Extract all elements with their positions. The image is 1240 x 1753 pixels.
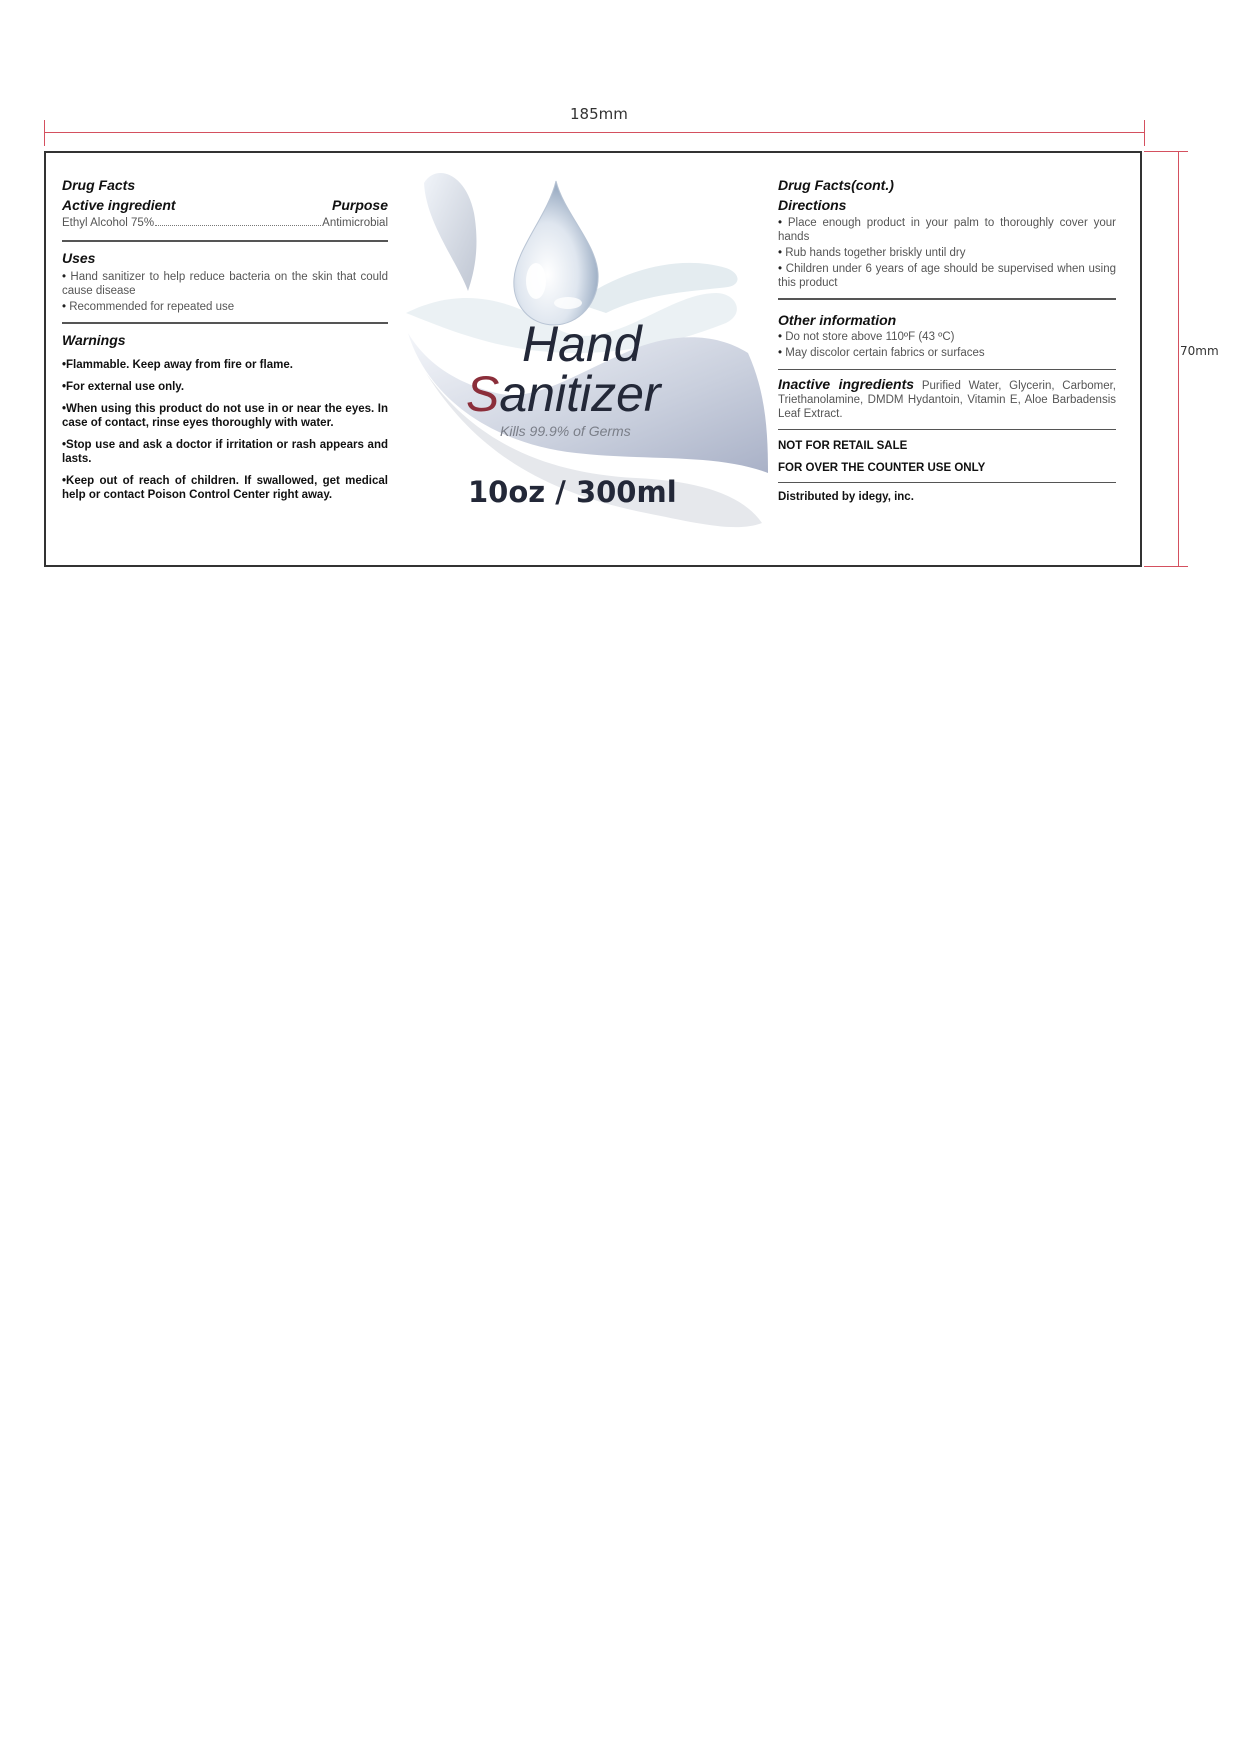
product-title-line2	[466, 365, 661, 423]
other-info-heading: Other information	[778, 312, 897, 328]
ingredient-purpose: Antimicrobial	[322, 217, 388, 229]
volume-label: 10oz / 300ml	[468, 475, 677, 509]
title-rest: anitizer	[499, 366, 661, 422]
otc-use: FOR OVER THE COUNTER USE ONLY	[778, 462, 986, 474]
warning-item: • Flammable. Keep away from fire or flame.	[62, 358, 388, 372]
inactive-heading: Inactive ingredients	[778, 376, 915, 392]
warning-item: • For external use only.	[62, 380, 388, 394]
brand-artwork	[396, 153, 776, 565]
not-for-retail: NOT FOR RETAIL SALE	[778, 440, 908, 452]
warning-item: • Keep out of reach of children. If swallowed, get medical help or contact Poison Control Center right away.	[62, 474, 388, 502]
drug-facts-heading: Drug Facts	[62, 177, 136, 193]
directions-heading: Directions	[778, 197, 847, 213]
tagline: Kills 99.9% of Germs	[500, 423, 631, 439]
drug-facts-continued-panel	[778, 177, 1116, 503]
warnings-heading: Warnings	[62, 332, 126, 348]
uses-heading: Uses	[62, 250, 96, 266]
other-info-item: • Do not store above 110ºF (43 ºC)	[778, 330, 1116, 344]
warning-item: • When using this product do not use in or near the eyes. In case of contact, rinse eyes thoroughly with water.	[62, 402, 388, 430]
purpose-heading: Purpose	[331, 197, 388, 213]
active-ingredient-heading: Active ingredient	[62, 197, 176, 213]
inactive-text: Purified Water, Glycerin, Carbomer, Triethanolamine, DMDM Hydantoin, Vitamin E, Aloe Barbadensis Leaf Extract.	[778, 380, 1116, 420]
drug-facts-cont-heading: Drug Facts(cont.)	[778, 177, 894, 193]
distributor: Distributed by idegy, inc.	[778, 491, 914, 503]
product-title-line1: Hand	[522, 316, 642, 372]
uses-item: • Recommended for repeated use	[62, 300, 388, 314]
other-info-item: • May discolor certain fabrics or surfaces	[778, 346, 1116, 360]
ingredient-name: Ethyl Alcohol 75%	[62, 217, 155, 229]
warning-item: • Stop use and ask a doctor if irritation or rash appears and lasts.	[62, 438, 388, 466]
directions-item: • Rub hands together briskly until dry	[778, 246, 1116, 260]
drug-facts-panel	[62, 177, 388, 502]
directions-item: • Children under 6 years of age should be supervised when using this product	[778, 262, 1116, 290]
title-initial: S	[466, 366, 500, 422]
width-dimension-label: 185mm	[570, 105, 628, 123]
product-label	[44, 151, 1142, 567]
directions-item: • Place enough product in your palm to thoroughly cover your hands	[778, 216, 1116, 244]
height-dimension-label: 70mm	[1180, 344, 1219, 358]
uses-item: • Hand sanitizer to help reduce bacteria on the skin that could cause disease	[62, 270, 388, 298]
inactive-ingredients	[778, 377, 1116, 421]
height-dimension-line	[1168, 151, 1188, 567]
